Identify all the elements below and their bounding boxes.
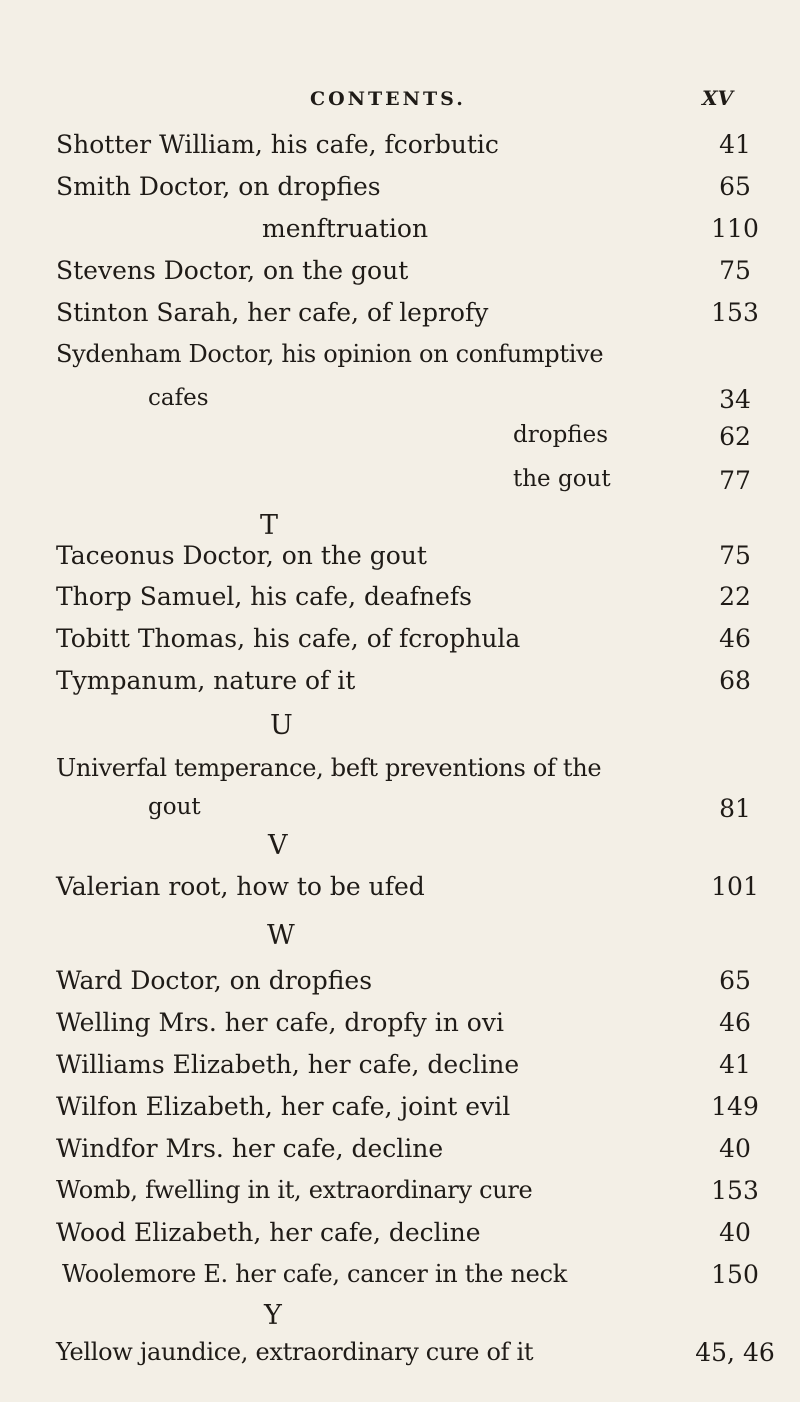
index-entry (0, 130, 800, 170)
index-entry (0, 582, 800, 622)
entry-page: 81 (719, 794, 751, 823)
index-entry (0, 1338, 800, 1378)
entry-page: 41 (719, 130, 751, 159)
index-entry (0, 422, 800, 462)
index-entry (0, 1008, 800, 1048)
entry-page: 40 (719, 1134, 751, 1163)
index-entry (0, 1176, 800, 1216)
entry-text: Welling Mrs. her cafe, dropfy in ovi (56, 1008, 504, 1037)
entry-page: 101 (711, 872, 759, 901)
entry-text: Valerian root, how to be ufed (56, 872, 425, 901)
index-entry (0, 541, 800, 581)
entry-page: 149 (711, 1092, 759, 1121)
entry-text: gout (148, 794, 201, 820)
entry-text: Taceonus Doctor, on the gout (56, 541, 427, 570)
index-entry (0, 1260, 800, 1300)
entry-page: 40 (719, 1218, 751, 1247)
entry-text: Tobitt Thomas, his cafe, of fcrophula (56, 624, 521, 653)
entry-page: 75 (719, 541, 751, 570)
index-entry (0, 1092, 800, 1132)
entry-text: Ward Doctor, on dropfies (56, 966, 373, 995)
entry-text: Yellow jaundice, extraordinary cure of it (56, 1338, 534, 1366)
entry-page: 153 (711, 298, 759, 327)
entry-text: Woolemore E. her cafe, cancer in the neck (62, 1260, 567, 1288)
entry-page: 62 (719, 422, 751, 451)
index-entry (0, 794, 800, 834)
entry-page: 77 (719, 466, 751, 495)
index-entry (0, 754, 800, 794)
entry-text: Shotter William, his cafe, fcorbutic (56, 130, 499, 159)
index-entry (0, 340, 800, 380)
index-entry (0, 298, 800, 338)
entry-text: Stevens Doctor, on the gout (56, 256, 409, 285)
index-entry (0, 1134, 800, 1174)
entry-text: Wilfon Elizabeth, her cafe, joint evil (56, 1092, 511, 1121)
index-entry (0, 466, 800, 506)
index-entry (0, 1218, 800, 1258)
entry-text: Wood Elizabeth, her cafe, decline (56, 1218, 481, 1247)
entry-text: Windfor Mrs. her cafe, decline (56, 1134, 444, 1163)
index-page: CONTENTS. XV Shotter William, his cafe, fcorbutic 41 Smith Doctor, on dropfies 65 menftruation 110 Stevens Doctor, on the gout 75 Stinton Sarah, her cafe, of leprofy 153 Sydenham Doctor, his opinion on confumptive cafes 34 dropfies 62 the gout 77 T Taceonus Doctor, on the gout 75 Thorp Samuel, his cafe, deafnefs 22 Tobitt Thomas, his cafe, of fcrophula 46 Tympanum, nature of it 68 U Univerfal temperance, beft preventions of the gout 81 V Valerian root, how to be ufed 101 W Ward Doctor, on dropfies 65 Welling Mrs. her cafe, dropfy in ovi 46 Williams Elizabeth, her cafe, decline 41 Wilfon Elizabeth, her cafe, joint evil 149 Windfor Mrs. her cafe, decline 40 Womb, fwelling in it, extraordinary cure 153 Wood Elizabeth, her cafe, decline 40 Woolemore E. her cafe, cancer in the neck 150 Y Yellow jaundice, extraordinary cure of it 45, 46 (0, 0, 800, 1402)
entry-page: 68 (719, 666, 751, 695)
entry-text: Smith Doctor, on dropfies (56, 172, 381, 201)
entry-page: 65 (719, 966, 751, 995)
entry-page: 45, 46 (695, 1338, 775, 1367)
header-title: CONTENTS. (310, 88, 466, 110)
entry-text: Univerfal temperance, beft preventions of the (56, 754, 602, 782)
entry-text: cafes (148, 385, 209, 411)
entry-page: 46 (719, 624, 751, 653)
entry-page: 46 (719, 1008, 751, 1037)
entry-page: 153 (711, 1176, 759, 1205)
entry-text: dropfies (513, 422, 609, 448)
entry-text: Sydenham Doctor, his opinion on confumptive (56, 340, 604, 368)
index-entry (0, 214, 800, 254)
index-entry (0, 1050, 800, 1090)
index-entry (0, 966, 800, 1006)
entry-page: 75 (719, 256, 751, 285)
entry-text: the gout (513, 466, 611, 492)
index-entry (0, 872, 800, 912)
entry-text: Womb, fwelling in it, extraordinary cure (56, 1176, 533, 1204)
header-page-numeral: XV (702, 86, 734, 110)
entry-page: 41 (719, 1050, 751, 1079)
entry-page: 110 (711, 214, 759, 243)
entry-text: Williams Elizabeth, her cafe, decline (56, 1050, 520, 1079)
running-header (0, 82, 800, 122)
entry-page: 22 (719, 582, 751, 611)
index-entry (0, 256, 800, 296)
entry-text: Stinton Sarah, her cafe, of leprofy (56, 298, 489, 327)
index-entry (0, 666, 800, 706)
entry-text: Thorp Samuel, his cafe, deafnefs (56, 582, 472, 611)
entry-text: Tympanum, nature of it (56, 666, 356, 695)
index-entry (0, 172, 800, 212)
entry-page: 65 (719, 172, 751, 201)
entry-page: 34 (719, 385, 751, 414)
entry-page: 150 (711, 1260, 759, 1289)
index-entry (0, 624, 800, 664)
entry-text: menftruation (262, 214, 429, 243)
index-entry (0, 385, 800, 425)
